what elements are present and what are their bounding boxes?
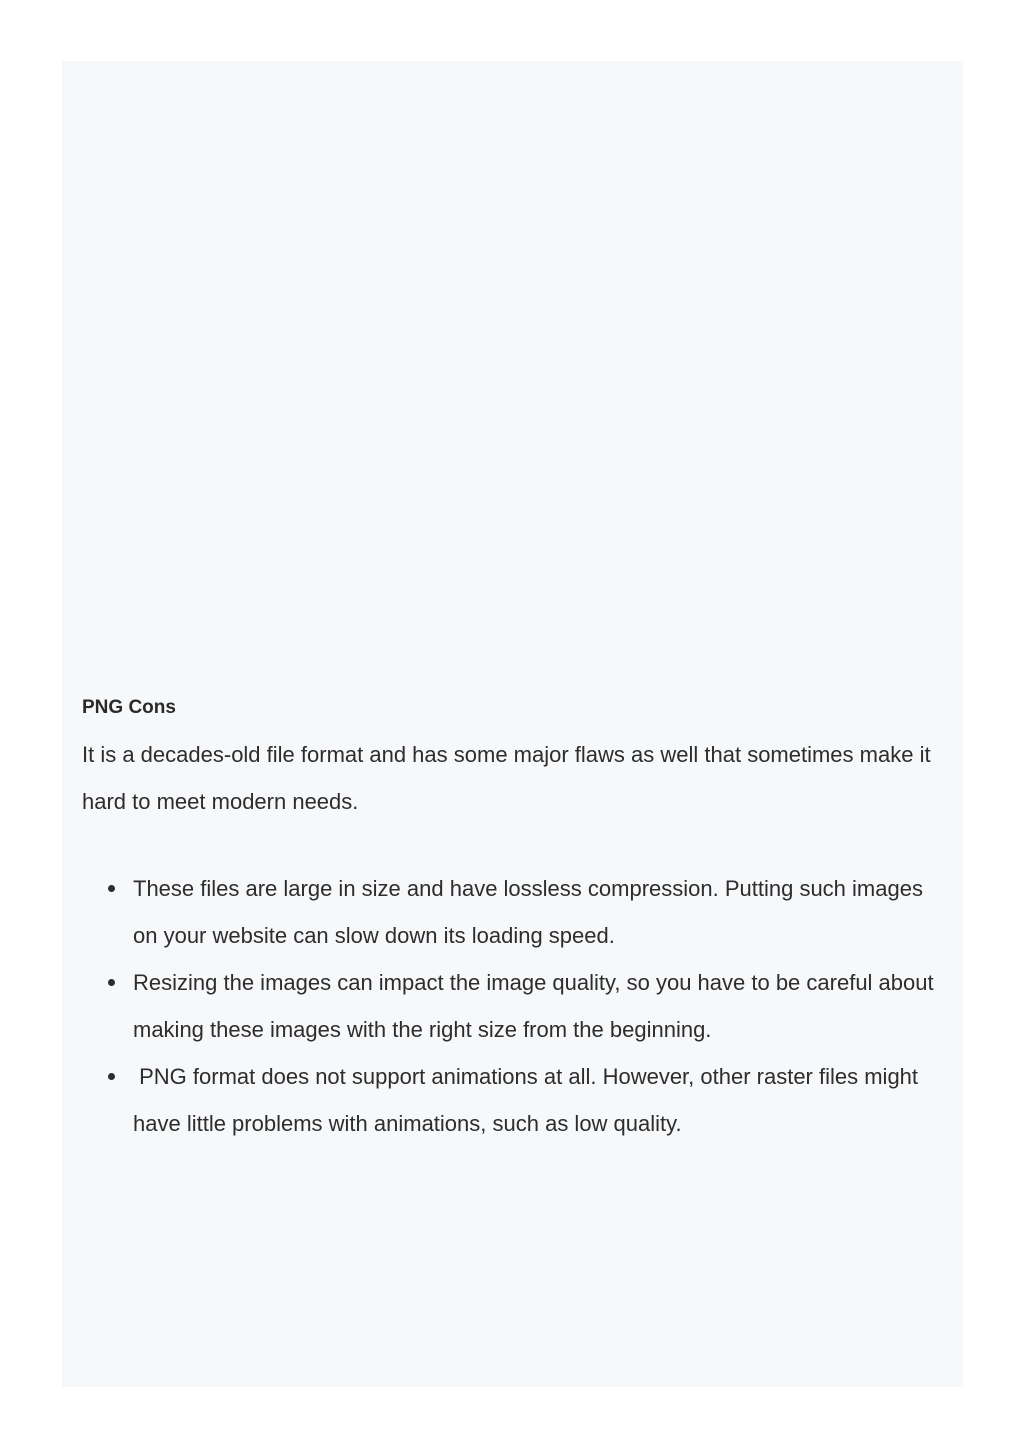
section-heading: PNG Cons <box>82 697 176 718</box>
bullet-icon <box>108 1073 115 1080</box>
list-item <box>133 959 952 1053</box>
list-item <box>133 1053 952 1147</box>
intro-paragraph: It is a decades-old file format and has some major flaws as well that sometimes make it hard to meet modern needs. <box>82 742 931 814</box>
list-item-text: Resizing the images can impact the image quality, so you have to be careful about making these images with the right size from the beginning. <box>133 970 934 1042</box>
bullet-icon <box>108 885 115 892</box>
png-cons-section <box>82 696 952 1147</box>
bullet-icon <box>108 979 115 986</box>
list-item-text: These files are large in size and have lossless compression. Putting such images on your website can slow down its loading speed. <box>133 876 923 948</box>
list-item-text: PNG format does not support animations at all. However, other raster files might have little problems with animations, such as low quality. <box>133 1064 925 1136</box>
document-panel <box>62 61 963 1387</box>
list-item <box>133 865 952 959</box>
cons-list <box>82 865 952 1147</box>
